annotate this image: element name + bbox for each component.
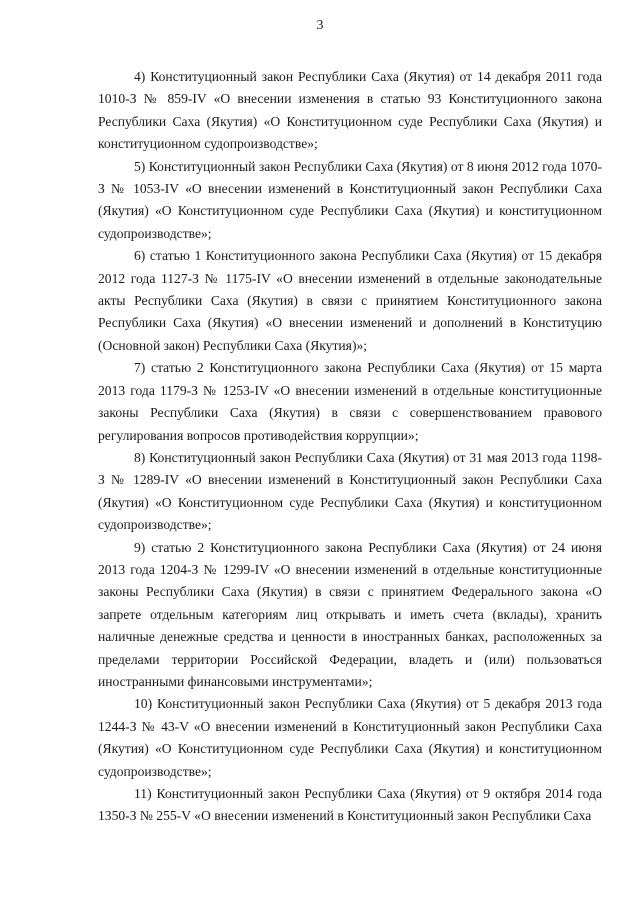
list-item-7: 7) статью 2 Конституционного закона Республики Саха (Якутия) от 15 марта 2013 года 1179-З № 1253-IV «О внесении изменений в отдельные конституционные законы Республики Саха (Якутия) в связи с совершенствованием правового регулирования вопросов противодействия коррупции»; xyxy=(98,360,602,443)
list-item-10: 10) Конституционный закон Республики Саха (Якутия) от 5 декабря 2013 года 1244-З № 43-V «О внесении изменений в Конституционный закон Республики Саха (Якутия) «О Конституционном суде Республики Саха (Якутия) и конституционном судопроизводстве»; xyxy=(98,696,602,779)
list-item-9: 9) статью 2 Конституционного закона Республики Саха (Якутия) от 24 июня 2013 года 1204-З № 1299-IV «О внесении изменений в отдельные конституционные законы Республики Саха (Якутия) в связи с принятием Федерального закона «О запрете отдельным категориям лиц открывать и иметь счета (вклады), хранить наличные денежные средства и ценности в иностранных банках, расположенных за пределами территории Российской Федерации, владеть и (или) пользоваться иностранными финансовыми инструментами»; xyxy=(98,539,602,689)
page-number: 3 xyxy=(316,18,324,33)
list-item-8: 8) Конституционный закон Республики Саха (Якутия) от 31 мая 2013 года 1198-З № 1289-IV «О внесении изменений в Конституционный закон Республики Саха (Якутия) «О Конституционном суде Республики Саха (Якутия) и конституционном судопроизводстве»; xyxy=(98,449,602,533)
list-item-11: 11) Конституционный закон Республики Саха (Якутия) от 9 октября 2014 года 1350-З № 255-V «О внесении изменений в Конституционный закон Республики Саха xyxy=(98,786,602,824)
list-item-6: 6) статью 1 Конституционного закона Республики Саха (Якутия) от 15 декабря 2012 года 1127-З № 1175-IV «О внесении изменений в отдельные законодательные акты Республики Саха (Якутия) в связи с принятием Конституционного закона Республики Саха (Якутия) «О внесении изменений и дополнений в Конституцию (Основной закон) Республики Саха (Якутия)»; xyxy=(98,248,602,353)
document-body xyxy=(98,66,602,828)
list-item-4: 4) Конституционный закон Республики Саха (Якутия) от 14 декабря 2011 года 1010-З № 859-IV «О внесении изменения в статью 93 Конституционного закона Республики Саха (Якутия) «О Конституционном суде Республики Саха (Якутия) и конституционном судопроизводстве»; xyxy=(98,69,602,152)
list-item-5: 5) Конституционный закон Республики Саха (Якутия) от 8 июня 2012 года 1070-З № 1053-IV «О внесении изменений в Конституционный закон Республики Саха (Якутия) «О Конституционном суде Республики Саха (Якутия) и конституционном судопроизводстве»; xyxy=(98,158,602,241)
